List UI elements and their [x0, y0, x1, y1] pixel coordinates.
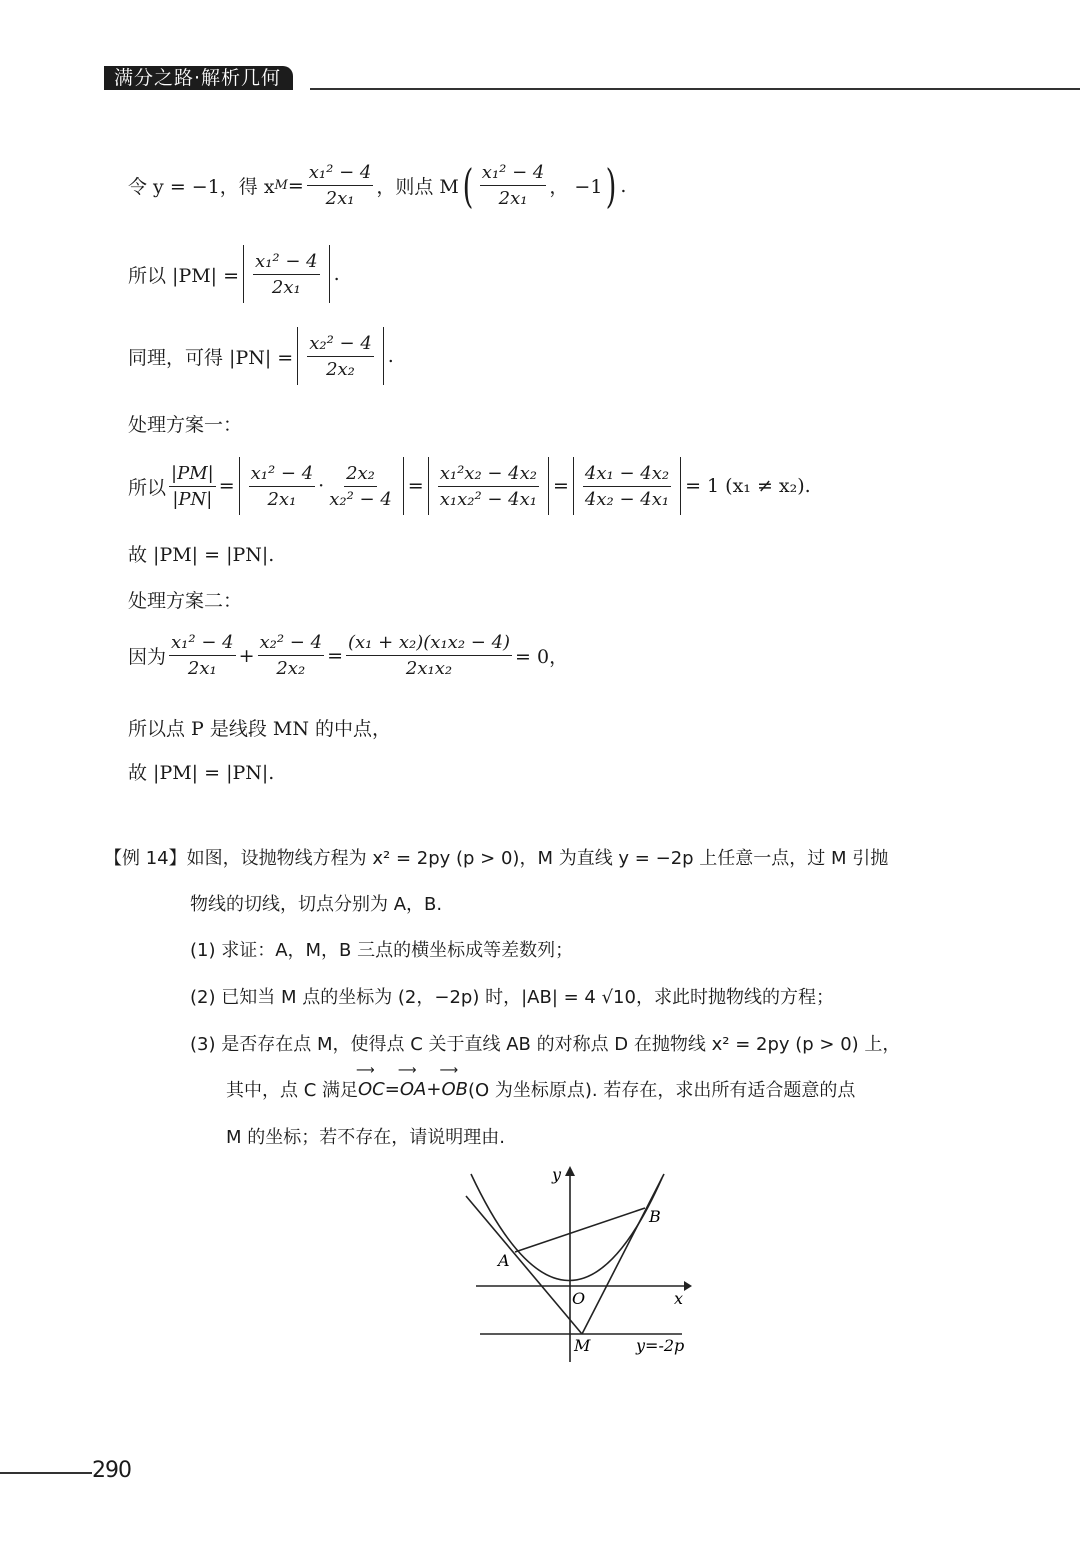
numerator: 4x₁ − 4x₂: [583, 463, 671, 487]
subscript: M: [274, 178, 288, 193]
text: 所以 |PM| =: [128, 264, 240, 287]
page-number: 290: [92, 1458, 131, 1483]
text: +: [238, 644, 255, 667]
plan-2-title: 处理方案二：: [128, 590, 243, 612]
text: .: [620, 174, 627, 197]
numerator: x₁² − 4: [253, 251, 320, 275]
denominator: 4x₂ − 4x₁: [584, 488, 670, 510]
running-header: 满分之路·解析几何: [104, 66, 293, 90]
paren: ): [606, 158, 617, 213]
numerator: x₁² − 4: [307, 162, 374, 186]
vector-ob: ⟶ OB: [441, 1079, 468, 1100]
y-axis-arrow: [565, 1166, 575, 1176]
denominator: x₂² − 4: [329, 488, 392, 510]
label-directrix: y=-2p: [636, 1336, 685, 1355]
text: +: [426, 1078, 442, 1100]
solution-line-6: 故 |PM| = |PN|.: [128, 544, 275, 566]
numerator: (x₁ + x₂)(x₁x₂ − 4): [346, 632, 512, 656]
chord-ab: [515, 1208, 645, 1252]
numerator: x₂² − 4: [307, 333, 374, 357]
numerator: x₁² − 4: [169, 632, 236, 656]
text: 因为: [128, 646, 167, 668]
text: ， −1: [549, 176, 603, 198]
text: =: [287, 174, 304, 197]
text: =: [407, 475, 424, 497]
label-m: M: [574, 1336, 591, 1355]
text: = 0，: [515, 646, 569, 668]
text: =: [553, 475, 569, 497]
question-3: (3) 是否存在点 M，使得点 C 关于直线 AB 的对称点 D 在抛物线 x² = 2py (p > 0) 上，: [190, 1034, 901, 1055]
question-2: (2) 已知当 M 点的坐标为 (2，−2p) 时，|AB| = 4 √10，求此时抛物线的方程；: [190, 987, 834, 1008]
text: 所以: [128, 476, 167, 499]
vector-oa: ⟶ OA: [400, 1079, 426, 1100]
denominator: 2x₂: [326, 358, 355, 380]
tangent-line-b: [582, 1174, 664, 1334]
numerator: x₁² − 4: [249, 463, 316, 487]
denominator: 2x₁: [325, 188, 355, 209]
denominator: |PN|: [172, 488, 213, 510]
label-x: x: [674, 1289, 684, 1308]
solution-line-10: 故 |PM| = |PN|.: [128, 762, 275, 784]
numerator: x₁²x₂ − 4x₂: [438, 463, 539, 487]
text: 其中，点 C 满足: [226, 1080, 359, 1101]
text: ·: [318, 475, 325, 497]
numerator: x₁² − 4: [480, 162, 547, 186]
text: (O 为坐标原点). 若存在，求出所有适合题意的点: [467, 1080, 856, 1101]
text: ，则点 M: [376, 176, 459, 198]
vector-oc: ⟶ OC: [358, 1079, 385, 1100]
text: .: [387, 345, 394, 367]
label-b: B: [649, 1207, 661, 1226]
denominator: 2x₁x₂: [405, 658, 453, 679]
numerator: 2x₂: [344, 463, 377, 487]
footer-rule: [0, 1472, 92, 1474]
text: 令 y = −1，得 x: [128, 176, 275, 198]
label-a: A: [498, 1251, 510, 1270]
text: 如图，设抛物线方程为 x² = 2py (p > 0)，M 为直线 y = −2p 上任意一点，过 M 引抛: [186, 848, 889, 869]
denominator: 2x₁: [267, 488, 297, 510]
question-3-line-3: M 的坐标；若不存在，请说明理由.: [226, 1127, 505, 1148]
numerator: |PM|: [169, 463, 216, 487]
solution-line-9: 所以点 P 是线段 MN 的中点，: [128, 718, 392, 740]
tangent-line-a: [466, 1196, 582, 1334]
denominator: 2x₁: [498, 188, 528, 209]
paren: (: [462, 158, 474, 213]
numerator: x₂² − 4: [258, 632, 325, 656]
text: .: [333, 263, 340, 285]
text: 同理，可得 |PN| =: [128, 346, 294, 369]
text: =: [384, 1078, 400, 1100]
plan-1-title: 处理方案一：: [128, 414, 243, 436]
x-axis-arrow: [684, 1281, 692, 1291]
denominator: x₁x₂² − 4x₁: [439, 488, 537, 510]
label-y: y: [552, 1165, 562, 1184]
denominator: 2x₁: [187, 658, 217, 679]
text: =: [218, 475, 235, 497]
denominator: 2x₁: [271, 276, 301, 298]
example-14-line-2: 物线的切线，切点分别为 A，B.: [190, 894, 443, 915]
denominator: 2x₂: [276, 658, 306, 679]
label-o: O: [572, 1289, 586, 1308]
text: =: [327, 644, 343, 667]
text: = 1 (x₁ ≠ x₂).: [685, 475, 811, 497]
question-1: (1) 求证：A，M，B 三点的横坐标成等差数列；: [190, 940, 574, 961]
example-label: 【例 14】: [104, 848, 187, 869]
